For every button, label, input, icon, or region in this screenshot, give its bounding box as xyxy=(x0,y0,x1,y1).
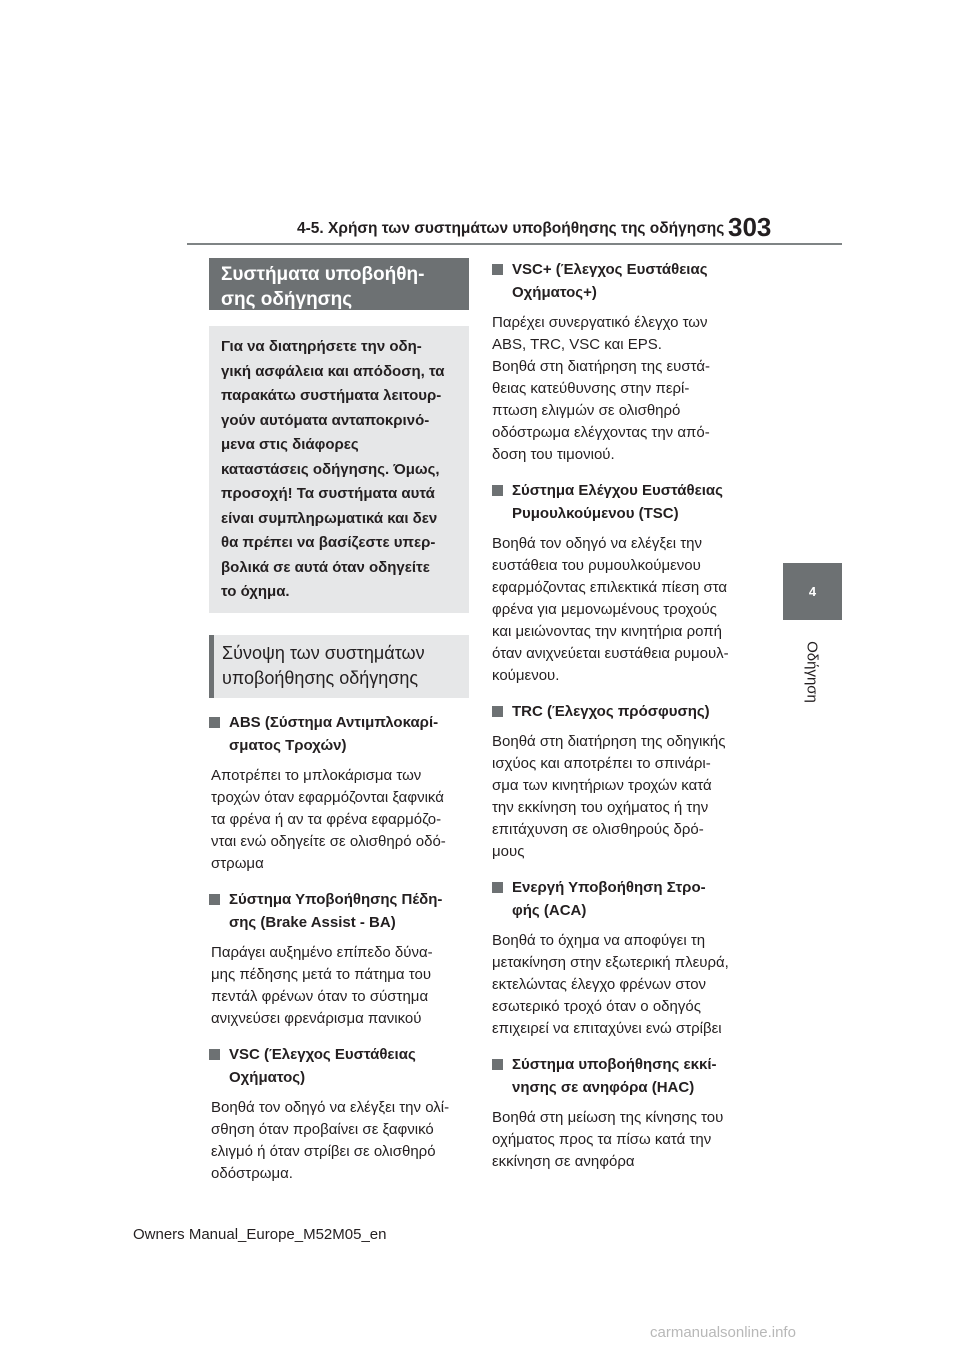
intro-title-box xyxy=(209,258,469,310)
square-bullet-icon xyxy=(492,706,503,717)
item-body: Αποτρέπει το μπλοκάρισμα των τροχών όταν εφαρμόζονται ξαφνικά τα φρένα ή αν τα φρένα εφαρμόζο- νται ενώ οδηγείτε σε ολισθηρό οδό- στρωμα xyxy=(211,766,446,872)
square-bullet-icon xyxy=(209,894,220,905)
item-title: Σύστημα Υποβοήθησης Πέδη- σης (Brake Assist - BA) xyxy=(209,888,469,934)
item-title: Σύστημα Ελέγχου Ευστάθειας Ρυμουλκούμενου (TSC) xyxy=(492,479,754,525)
item-title: VSC (Έλεγχος Ευστάθειας Οχήματος) xyxy=(209,1043,469,1089)
item-title: Σύστημα υποβοήθησης εκκί- νησης σε ανηφόρα (HAC) xyxy=(492,1053,754,1099)
intro-box xyxy=(209,326,469,613)
list-item xyxy=(209,711,469,875)
right-column xyxy=(492,258,754,1173)
item-body: Παρέχει συνεργατικό έλεγχο των ABS, TRC, VSC και EPS. Βοηθά στη διατήρηση της ευστά- θειας κατεύθυνσης στην περί- πτωση ελιγμών σε ολισθηρό οδόστρωμα ελέγχοντας την από- δοση του τιμονιού. xyxy=(492,314,711,463)
square-bullet-icon xyxy=(492,264,503,275)
summary-heading xyxy=(209,635,469,698)
item-body: Βοηθά το όχημα να αποφύγει τη μετακίνηση στην εξωτερική πλευρά, εκτελώντας έλεγχο φρένων στον εσωτερικό τροχό όταν ο οδηγός επιχειρεί να επιταχύνει ενώ στρίβει xyxy=(492,932,729,1037)
item-title: ABS (Σύστημα Αντιμπλοκαρί- σματος Τροχών) xyxy=(209,711,469,757)
list-item xyxy=(492,479,754,687)
list-item xyxy=(492,258,754,466)
square-bullet-icon xyxy=(492,1059,503,1070)
square-bullet-icon xyxy=(209,717,220,728)
intro-title: Συστήματα υποβοήθη- σης οδήγησης xyxy=(221,264,425,310)
chapter-tab: 4 xyxy=(783,563,842,620)
page-number: 303 xyxy=(728,212,772,242)
list-item xyxy=(492,1053,754,1173)
left-items xyxy=(209,711,469,1185)
list-item xyxy=(209,1043,469,1185)
square-bullet-icon xyxy=(492,882,503,893)
intro-text: Για να διατηρήσετε την οδη- γική ασφάλεια και απόδοση, τα παρακάτω συστήματα λειτουρ- γούν αυτόματα ανταποκρινό- μενα στις διάφορες καταστάσεις οδήγησης. Όμως, προσοχή! Τα συστήματα αυτά είναι συμπληρωματικά και δεν θα πρέπει να βασίζεστε υπερ- βολικά σε αυτά όταν οδηγείτε το όχημα. xyxy=(221,338,445,600)
summary-heading-text: Σύνοψη των συστημάτων υποβοήθησης οδήγησης xyxy=(222,642,425,688)
item-title: VSC+ (Έλεγχος Ευστάθειας Οχήματος+) xyxy=(492,258,754,304)
item-body: Βοηθά στη διατήρηση της οδηγικής ισχύος και αποτρέπει το σπινάρι- σμα των κινητήριων τροχών κατά την εκκίνηση του οχήματος ή την επιτάχυνση σε ολισθηρούς δρό- μους xyxy=(492,733,726,860)
item-title: TRC (Έλεγχος πρόσφυσης) xyxy=(492,700,754,723)
square-bullet-icon xyxy=(492,485,503,496)
item-body: Παράγει αυξημένο επίπεδο δύνα- μης πέδησης μετά το πάτημα του πεντάλ φρένων όταν το σύστημα ανιχνεύσει φρενάρισμα πανικού xyxy=(211,943,433,1027)
item-body: Βοηθά τον οδηγό να ελέγξει την ολί- σθηση όταν προβαίνει σε ξαφνικό ελιγμό ή όταν στρίβει σε ολισθηρό οδόστρωμα. xyxy=(211,1098,450,1182)
item-body: Βοηθά τον οδηγό να ελέγξει την ευστάθεια του ρυμουλκούμενου εφαρμόζοντας επιλεκτικά πίεση στα φρένα για μεμονωμένους τροχούς και μειώνοντας την κινητήρια ροπή όταν ανιχνεύεται ευστάθεια ρυμουλ- κούμενου. xyxy=(492,535,729,684)
list-item xyxy=(492,876,754,1040)
header-section-title: 4-5. Χρήση των συστημάτων υποβοήθησης της οδήγησης xyxy=(297,220,725,237)
header-rule xyxy=(187,243,842,245)
left-column xyxy=(209,258,469,1185)
chapter-label: Οδήγηση xyxy=(803,641,821,703)
item-title: Ενεργή Υποβοήθηση Στρο- φής (ACA) xyxy=(492,876,754,922)
watermark: carmanualsonline.info xyxy=(650,1324,796,1341)
list-item xyxy=(492,700,754,863)
list-item xyxy=(209,888,469,1030)
footer-text: Owners Manual_Europe_M52M05_en xyxy=(133,1226,387,1243)
square-bullet-icon xyxy=(209,1049,220,1060)
item-body: Βοηθά στη μείωση της κίνησης του οχήματος προς τα πίσω κατά την εκκίνηση σε ανηφόρα xyxy=(492,1109,724,1170)
